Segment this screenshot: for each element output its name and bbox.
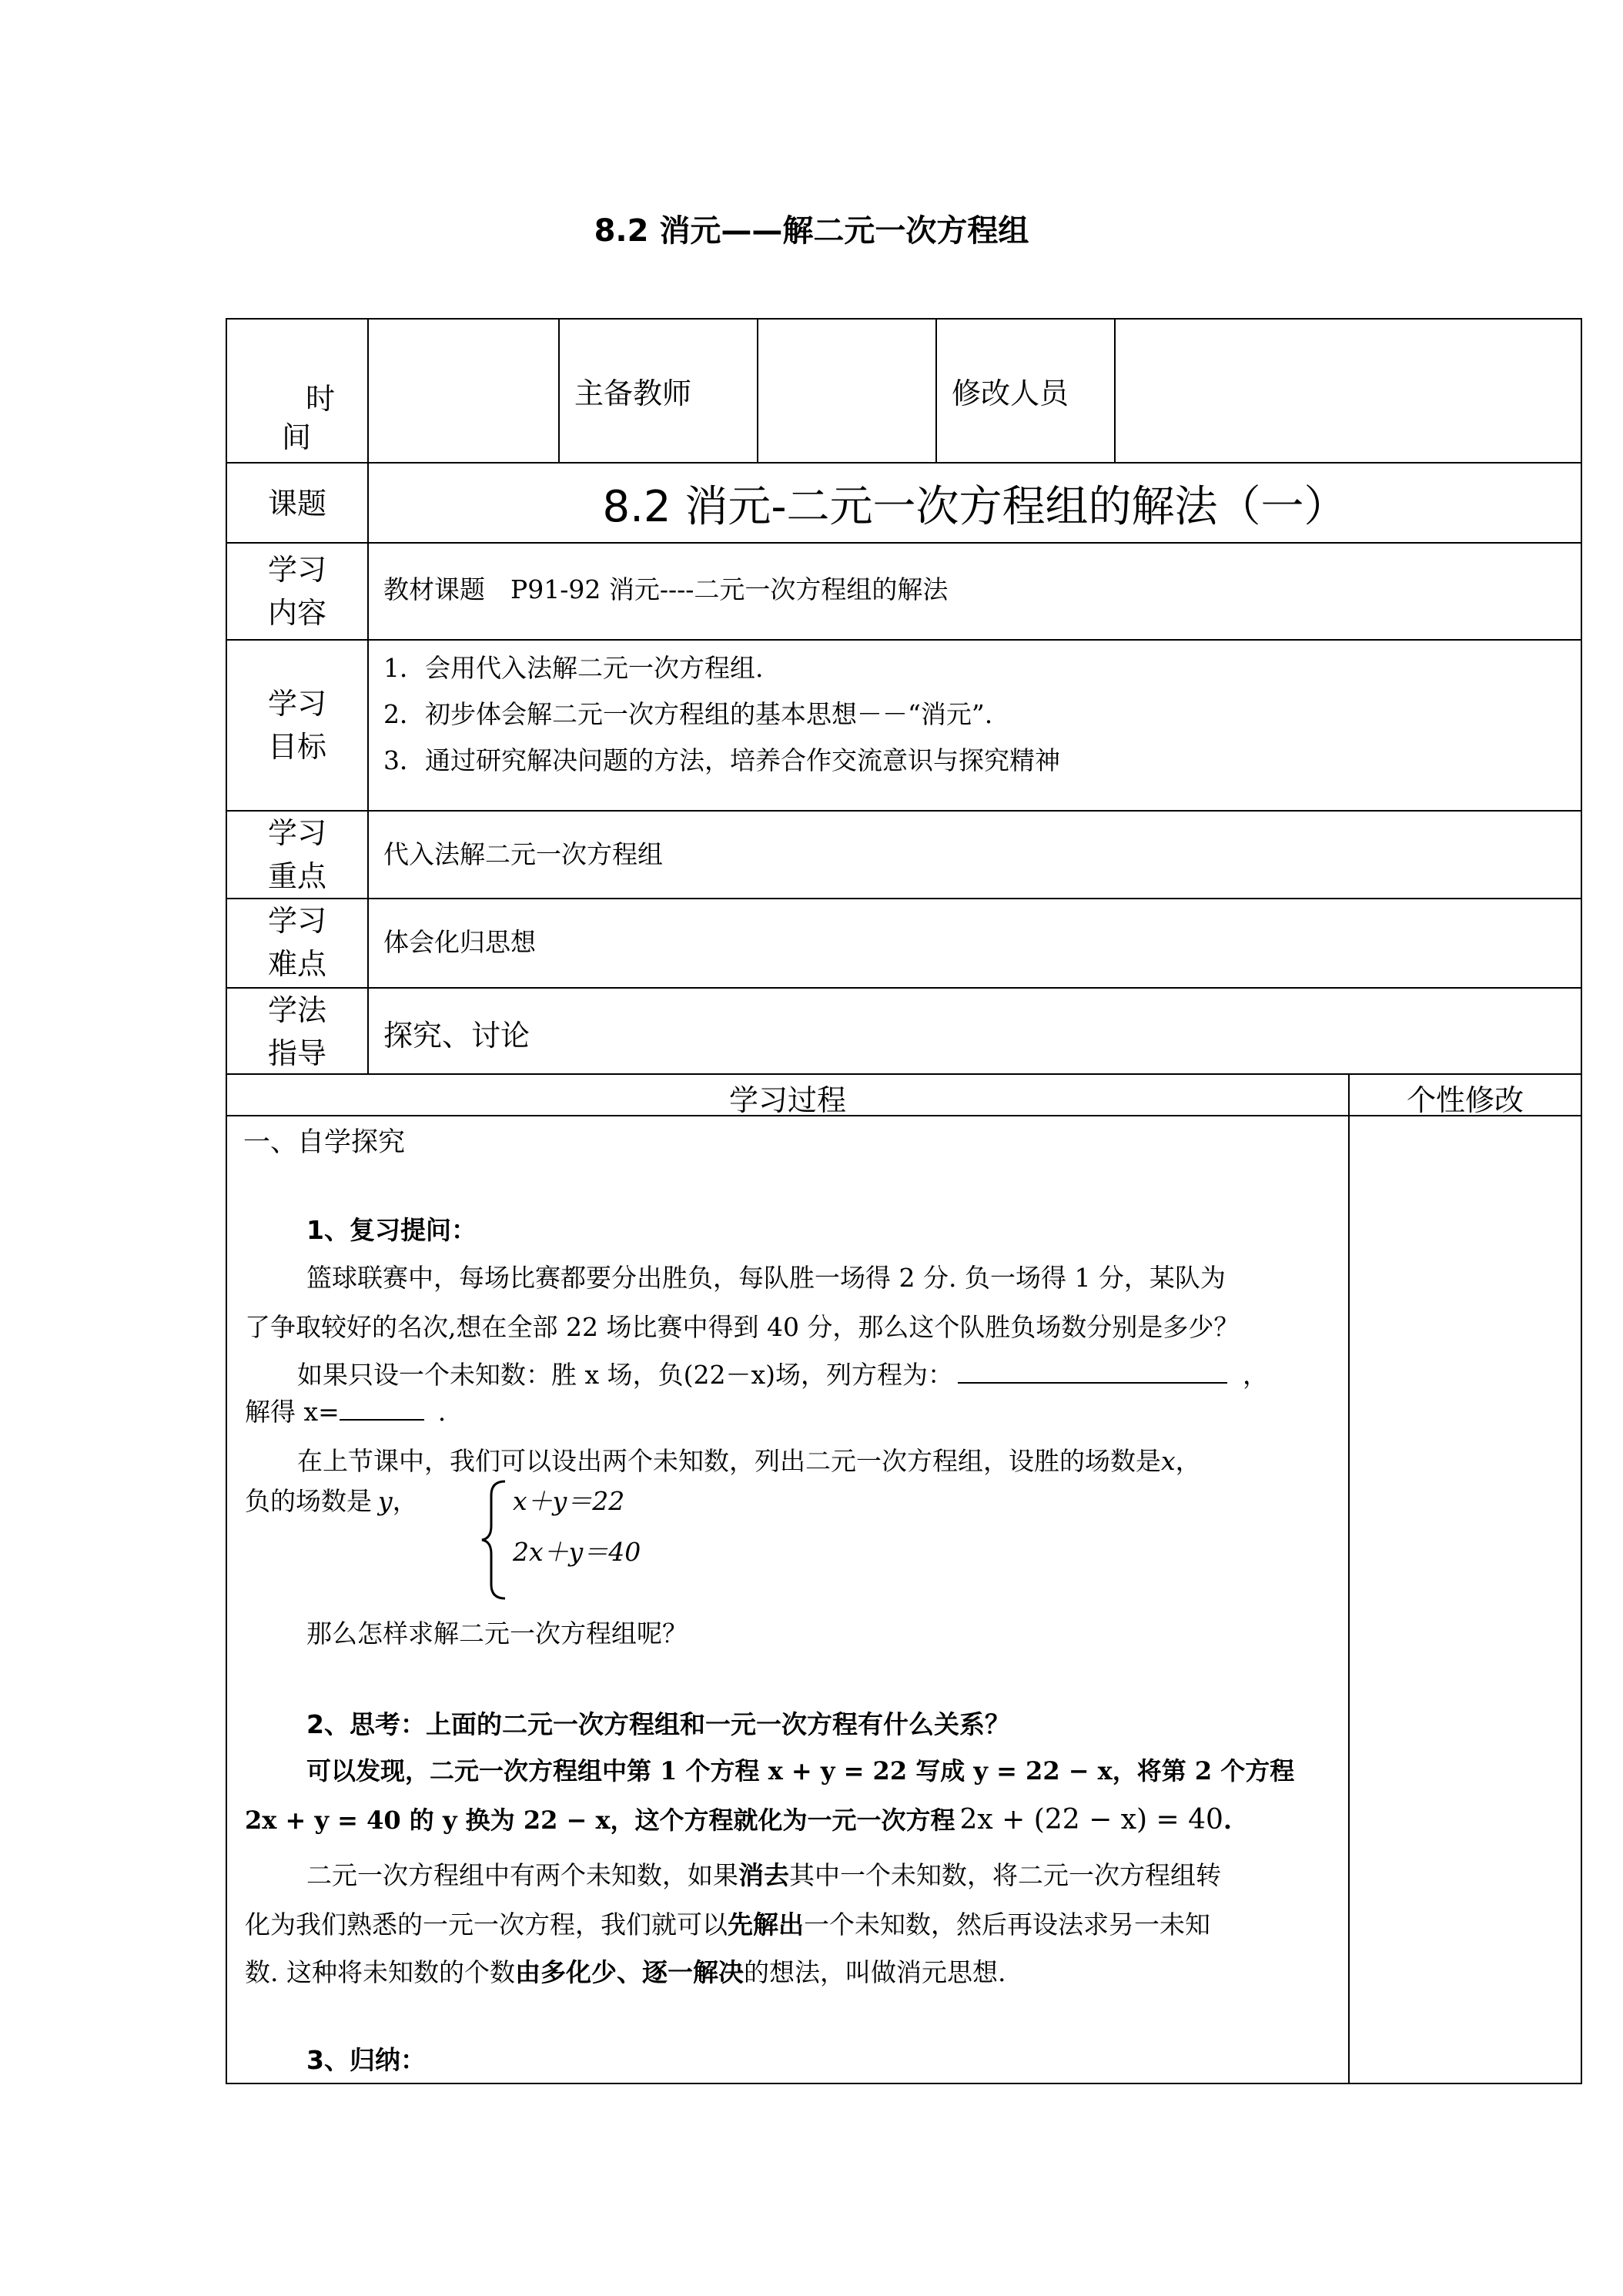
q1-paragraph-line1: 篮球联赛中，每场比赛都要分出胜负，每队胜一场得 2 分. 负一场得 1 分，某队为 <box>306 1263 1226 1293</box>
page-title: 8.2 消元——解二元一次方程组 <box>594 213 1029 249</box>
q1-solve-line: 解得 x= . <box>245 1397 447 1427</box>
q2-title: 2、思考：上面的二元一次方程组和一元一次方程有什么关系？ <box>306 1709 1010 1739</box>
system-equation-1: x＋y＝22 <box>513 1486 625 1516</box>
q1-title: 1、复习提问： <box>306 1215 477 1245</box>
q2-finding-line2: 2x + y = 40 的 y 换为 22 − x，这个方程就化为一元一次方程 2x + (22 − x) = 40. <box>245 1804 1233 1836</box>
q1-single-unknown: 如果只设一个未知数：胜 x 场，负(22－x)场，列方程为： ， <box>297 1360 1268 1390</box>
topic-value: 8.2 消元-二元一次方程组的解法（一） <box>602 482 1347 532</box>
goals-label: 学习 目标 <box>267 687 326 764</box>
time-label-2: 间 <box>281 420 311 454</box>
key-point-value: 代入法解二元一次方程组 <box>383 839 663 869</box>
equation-blank[interactable] <box>958 1382 1227 1384</box>
q2-explain-line3: 数. 这种将未知数的个数由多化少、逐一解决的想法，叫做消元思想. <box>245 1957 1006 1987</box>
content-label: 学习 内容 <box>267 553 326 630</box>
difficulty-value: 体会化归思想 <box>383 927 536 957</box>
answer-blank[interactable] <box>340 1419 424 1421</box>
q2-finding-line1: 可以发现，二元一次方程组中第 1 个方程 x + y = 22 写成 y = 22 − x，将第 2 个方程 <box>306 1756 1295 1786</box>
goal-item: 1．会用代入法解二元一次方程组. <box>383 653 764 683</box>
q3-title: 3、归纳： <box>306 2045 426 2075</box>
key-point-label: 学习 重点 <box>267 816 326 893</box>
content-value: 教材课题 P91-92 消元----二元一次方程组的解法 <box>383 574 949 604</box>
q1-question: 那么怎样求解二元一次方程组呢？ <box>306 1618 688 1648</box>
notes-header: 个性修改 <box>1406 1083 1524 1117</box>
system-equation-2: 2x＋y＝40 <box>513 1537 641 1567</box>
goals-list <box>383 645 1060 784</box>
teacher-label: 主备教师 <box>574 377 692 410</box>
q2-equation: 2x + (22 − x) = 40 <box>959 1804 1223 1836</box>
goal-item: 2．初步体会解二元一次方程组的基本思想－－“消元”. <box>383 699 993 729</box>
q1-paragraph-line2: 了争取较好的名次,想在全部 22 场比赛中得到 40 分，那么这个队胜负场数分别是多少？ <box>245 1312 1240 1342</box>
method-label: 学法 指导 <box>267 993 326 1070</box>
topic-label: 课题 <box>267 487 326 520</box>
editor-value <box>1116 320 1578 461</box>
teacher-value <box>759 320 935 461</box>
q2-explain-line2: 化为我们熟悉的一元一次方程，我们就可以先解出一个未知数，然后再设法求另一未知 <box>245 1909 1210 1940</box>
time-value <box>370 320 557 461</box>
system-brace <box>479 1478 510 1602</box>
editor-label: 修改人员 <box>952 377 1069 410</box>
difficulty-label: 学习 难点 <box>267 904 326 981</box>
method-value: 探究、讨论 <box>383 1019 530 1053</box>
q1-two-unknowns-line1: 在上节课中，我们可以设出两个未知数，列出二元一次方程组，设胜的场数是x， <box>297 1446 1201 1476</box>
q2-explain-line1: 二元一次方程组中有两个未知数，如果消去其中一个未知数，将二元一次方程组转 <box>306 1860 1221 1890</box>
goal-item: 3．通过研究解决问题的方法，培养合作交流意识与探究精神 <box>383 745 1060 775</box>
time-label: 时 <box>305 382 335 416</box>
section-heading: 一、自学探究 <box>243 1127 406 1158</box>
q1-two-unknowns-line2: 负的场数是 y， <box>245 1486 418 1516</box>
process-header: 学习过程 <box>728 1083 846 1117</box>
